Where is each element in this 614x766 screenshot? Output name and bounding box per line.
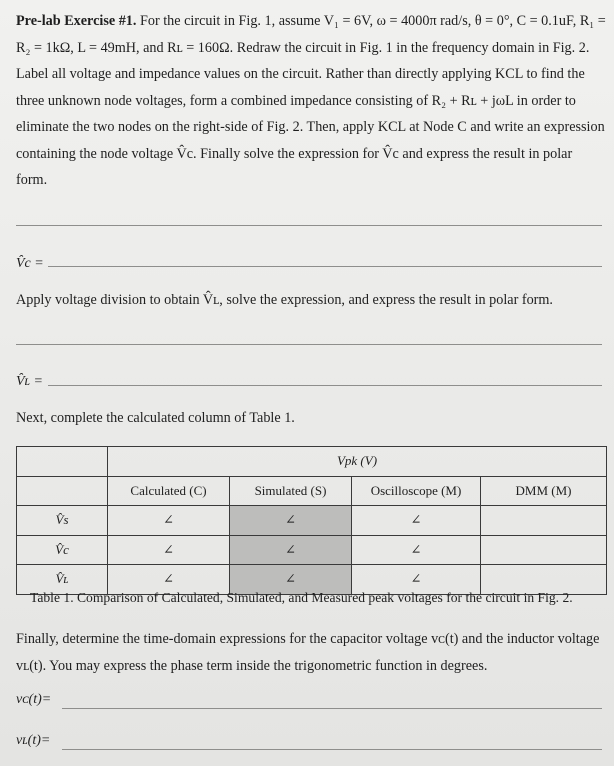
row-label-vl: V̂ʟ [17,565,108,595]
table-corner-cell [17,447,108,477]
table-group-header-row [17,447,607,477]
time-domain-instruction: Finally, determine the time-domain expressions for the capacitor voltage vᴄ(t) and the inductor voltage vʟ(t). You may express the phase term inside the trigonometric function in degrees. [16,631,600,674]
table-instruction: Next, complete the calculated column of Table 1. [16,410,295,426]
vl-time-answer-line[interactable] [62,749,602,750]
vc-time-label: vᴄ(t)= [16,692,52,707]
cell-vc-simulated[interactable]: ∠ [230,535,352,565]
work-line-2[interactable] [16,344,602,345]
vc-answer-label: V̂c = [16,256,44,271]
exercise-body: For the circuit in Fig. 1, assume V₁ = 6V, ω = 4000π rad/s, θ = 0°, C = 0.1uF, R₁ = R₂ = 1kΩ, L = 49mH, and Rʟ = 160Ω. Redraw the circuit in Fig. 1 in the frequency domain in Fig. 2. Label all voltage and impedance values on the circuit. Rather than directly applying KCL to find the three unknown node voltages, form a combined impedance consisting of R₂ + Rʟ + jωL in order to eliminate the two nodes on the right-side of Fig. 2. Then, apply KCL at Node C and write an expression containing the node voltage V̂c. Finally solve the expression for V̂c and express the result in polar form. [16,13,606,188]
results-table [16,446,607,595]
vl-answer-label: V̂ʟ = [16,374,43,389]
vpk-header: Vpk (V) [108,447,607,477]
voltage-division-instruction: Apply voltage division to obtain V̂ʟ, solve the expression, and express the result in polar form. [16,292,553,308]
row-label-vs: V̂s [17,506,108,536]
column-header-oscilloscope: Oscilloscope (M) [352,476,481,506]
table-row [17,535,607,565]
cell-vl-simulated[interactable]: ∠ [230,565,352,595]
row-label-vc: V̂c [17,535,108,565]
column-header-calculated: Calculated (C) [108,476,230,506]
column-header-simulated: Simulated (S) [230,476,352,506]
cell-vs-calculated[interactable]: ∠ [108,506,230,536]
cell-vc-oscilloscope[interactable]: ∠ [352,535,481,565]
cell-vl-oscilloscope[interactable]: ∠ [352,565,481,595]
table-blank-cell [17,476,108,506]
exercise-title: Pre-lab Exercise #1. [16,13,137,29]
column-header-dmm: DMM (M) [481,476,607,506]
work-line-1[interactable] [16,225,602,226]
vl-answer-line[interactable] [48,385,602,386]
vl-time-label: vʟ(t)= [16,733,51,748]
table-caption: Table 1. Comparison of Calculated, Simulated, and Measured peak voltages for the circuit in Fig. 2. [30,590,573,605]
vc-time-answer-line[interactable] [62,708,602,709]
prelab-instructions [16,8,606,194]
cell-vs-oscilloscope[interactable]: ∠ [352,506,481,536]
table-column-header-row [17,476,607,506]
cell-vs-simulated[interactable]: ∠ [230,506,352,536]
cell-vl-calculated[interactable]: ∠ [108,565,230,595]
cell-vc-dmm[interactable] [481,535,607,565]
cell-vc-calculated[interactable]: ∠ [108,535,230,565]
table-row [17,506,607,536]
vc-answer-line[interactable] [48,266,602,267]
cell-vs-dmm[interactable] [481,506,607,536]
